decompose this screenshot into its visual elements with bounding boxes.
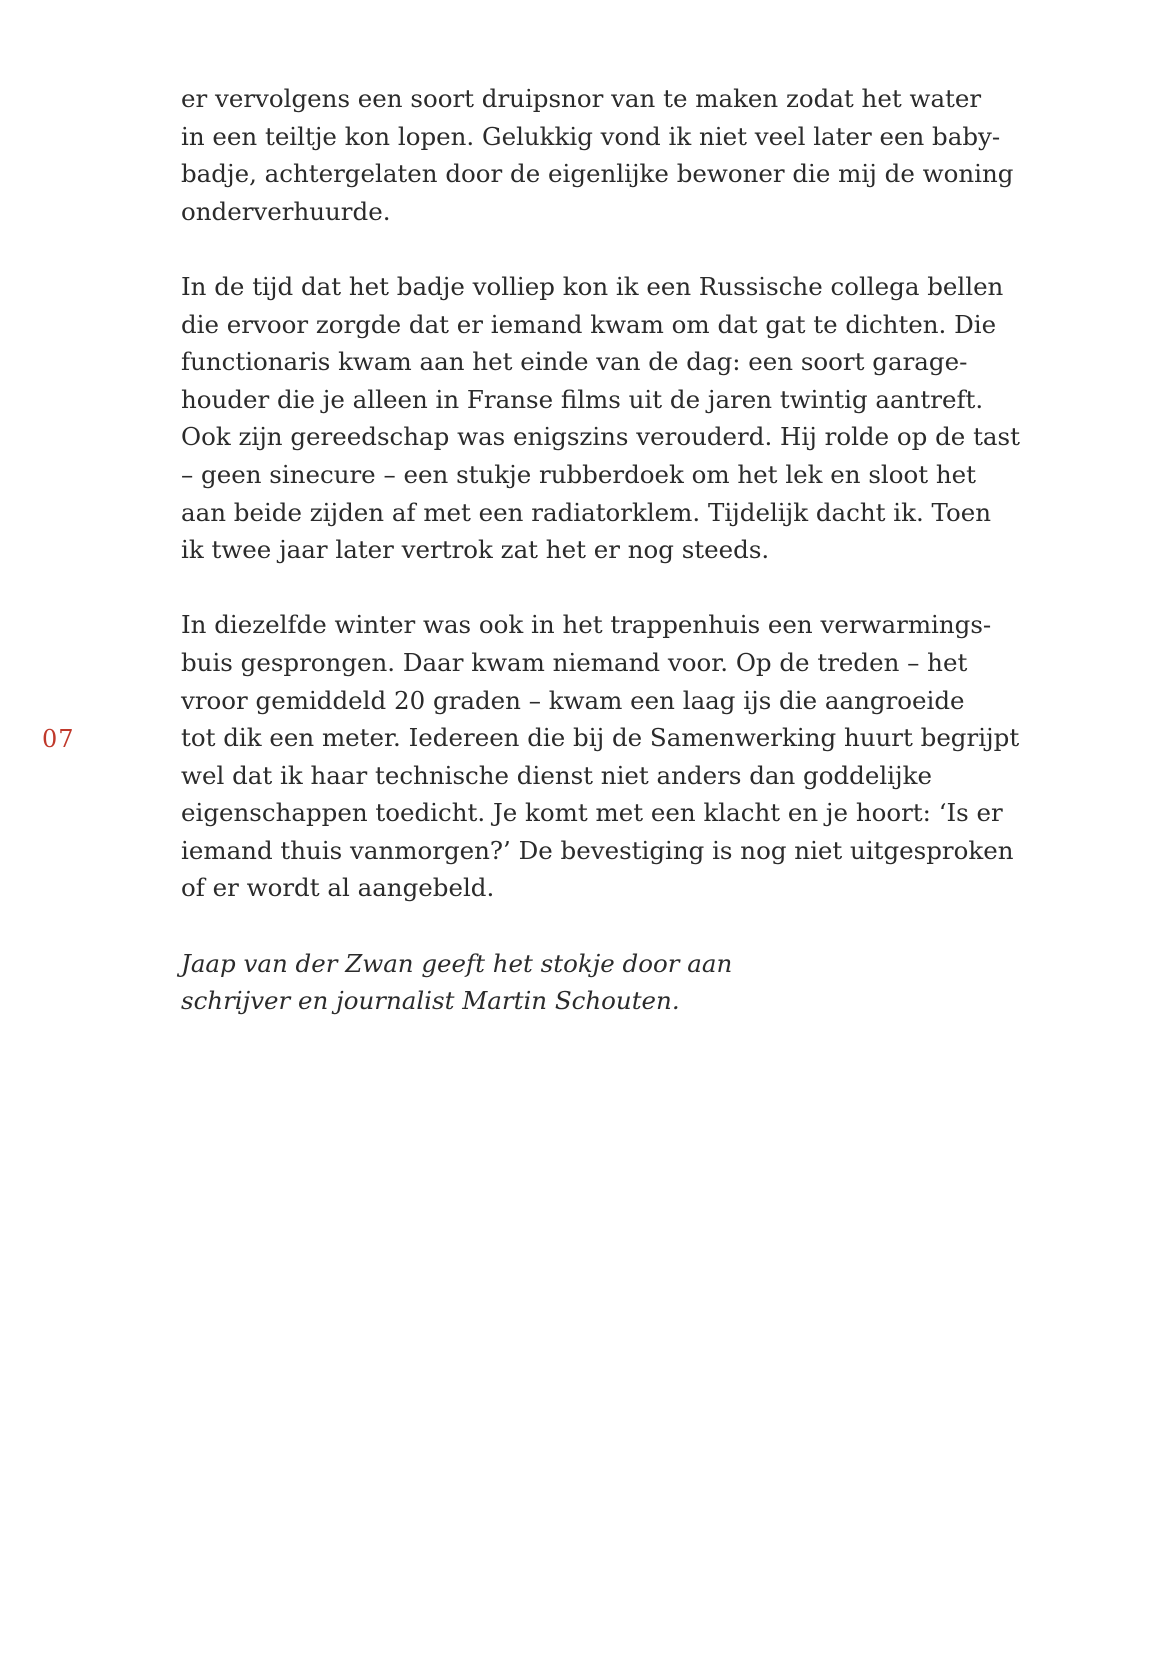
paragraph-1 (181, 80, 1061, 230)
closing-line: Jaap van der Zwan geeft het stokje door aan (181, 948, 733, 978)
paragraph-3 (181, 606, 1061, 907)
text-line: eigenschappen toedicht. Je komt met een klacht en je hoort: ‘Is er (181, 798, 1003, 828)
text-line: wel dat ik haar technische dienst niet anders dan goddelijke (181, 760, 932, 790)
text-line: houder die je alleen in Franse films uit de jaren twintig aantreft. (181, 384, 984, 414)
text-line: of er wordt al aangebeld. (181, 873, 495, 903)
text-line: buis gesprongen. Daar kwam niemand voor. Op de treden – het (181, 647, 968, 677)
text-line: tot dik een meter. Iedereen die bij de Samenwerking huurt begrijpt (181, 723, 1020, 753)
text-line: in een teiltje kon lopen. Gelukkig vond ik niet veel later een baby- (181, 121, 1001, 151)
text-line: – geen sinecure – een stukje rubberdoek om het lek en sloot het (181, 459, 977, 489)
text-line: functionaris kwam aan het einde van de dag: een soort garage- (181, 347, 968, 377)
text-line: onderverhuurde. (181, 196, 391, 226)
page-number: 07 (42, 725, 75, 753)
text-line: die ervoor zorgde dat er iemand kwam om dat gat te dichten. Die (181, 309, 997, 339)
text-line: In diezelfde winter was ook in het trappenhuis een verwarmings- (181, 610, 992, 640)
closing-line: schrijver en journalist Martin Schouten. (181, 986, 680, 1016)
text-line: In de tijd dat het badje volliep kon ik een Russische collega bellen (181, 271, 1004, 301)
text-line: ik twee jaar later vertrok zat het er nog steeds. (181, 535, 770, 565)
text-line: badje, achtergelaten door de eigenlijke bewoner die mij de woning (181, 159, 1014, 189)
text-line: aan beide zijden af met een radiatorklem. Tijdelijk dacht ik. Toen (181, 497, 991, 527)
paragraph-2 (181, 268, 1061, 569)
closing-note (181, 945, 1061, 1020)
text-line: iemand thuis vanmorgen?’ De bevestiging is nog niet uitgesproken (181, 835, 1014, 865)
text-line: Ook zijn gereedschap was enigszins verouderd. Hij rolde op de tast (181, 422, 1020, 452)
text-line: er vervolgens een soort druipsnor van te maken zodat het water (181, 84, 982, 113)
article-body (181, 80, 1061, 1057)
text-line: vroor gemiddeld 20 graden – kwam een laag ijs die aangroeide (181, 685, 965, 715)
